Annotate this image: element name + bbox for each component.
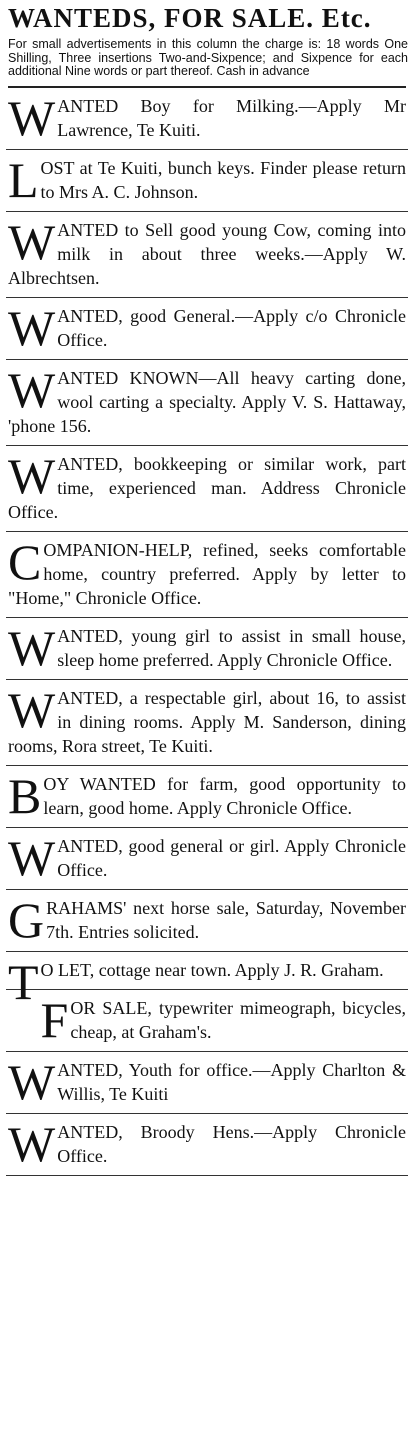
ad-text — [8, 953, 406, 1010]
ads-list — [6, 88, 408, 1176]
ad-body: ANTED, a respectable girl, about 16, to assist in dining rooms. Apply M. Sanderson, dining rooms, Rora street, Te Kuiti. — [8, 687, 406, 756]
ad-body: ANTED, Broody Hens.—Apply Chronicle Office. — [57, 1121, 406, 1166]
ad-body: ANTED, good general or girl. Apply Chronicle Office. — [57, 835, 406, 880]
drop-initial: T — [8, 953, 39, 1010]
classified-ad — [6, 150, 408, 212]
drop-initial: L — [8, 151, 39, 208]
classified-ad — [6, 298, 408, 360]
drop-initial: W — [8, 447, 56, 504]
classified-ad — [6, 212, 408, 298]
drop-initial: W — [8, 213, 56, 270]
ad-body: O LET, cottage near town. Apply J. R. Graham. — [40, 959, 384, 980]
classified-ad — [6, 990, 408, 1052]
ad-body: OY WANTED for farm, good opportunity to learn, good home. Apply Chronicle Office. — [43, 773, 406, 818]
ad-text — [8, 89, 406, 146]
ad-body: ANTED, bookkeeping or similar work, part time, experienced man. Address Chronicle Office. — [8, 453, 406, 522]
drop-initial: F — [40, 991, 69, 1048]
ad-text — [8, 447, 406, 524]
rates-note: For small advertisements in this column the charge is: 18 words One Shilling, Three insertions Two-and-Sixpence; and Sixpence for each additional Nine words or part thereof. Cash in advance — [8, 37, 408, 78]
ad-text — [8, 681, 406, 758]
classified-ad — [6, 88, 408, 150]
ad-text — [8, 891, 406, 948]
ad-body: ANTED, good General.—Apply c/o Chronicle Office. — [57, 305, 406, 350]
ad-body: OMPANION-HELP, refined, seeks comfortable home, country preferred. Apply by letter to "Home," Chronicle Office. — [8, 539, 406, 608]
drop-initial: C — [8, 533, 42, 590]
drop-initial: W — [8, 1115, 56, 1172]
column-heading: WANTEDS, FOR SALE. Etc. — [8, 3, 372, 33]
ad-body: ANTED Boy for Milking.—Apply Mr Lawrence, Te Kuiti. — [57, 95, 406, 140]
drop-initial: W — [8, 361, 56, 418]
drop-initial: W — [8, 89, 56, 146]
ad-text — [8, 213, 406, 290]
classifieds-column — [0, 2, 414, 1452]
drop-initial: B — [8, 767, 42, 824]
classified-ad — [6, 1114, 408, 1176]
ad-body: RAHAMS' next horse sale, Saturday, November 7th. Entries solicited. — [46, 897, 406, 942]
ad-text — [8, 533, 406, 610]
classified-ad — [6, 766, 408, 828]
ad-body: OST at Te Kuiti, bunch keys. Finder please return to Mrs A. C. Johnson. — [40, 157, 406, 202]
classified-ad — [6, 532, 408, 618]
ad-body: ANTED to Sell good young Cow, coming into milk in about three weeks.—Apply W. Albrechtsen. — [8, 219, 406, 288]
classified-ad — [6, 680, 408, 766]
drop-initial: W — [8, 829, 56, 886]
ad-body: ANTED KNOWN—All heavy carting done, wool carting a specialty. Apply V. S. Hattaway, 'phone 156. — [8, 367, 406, 436]
classified-ad — [6, 1052, 408, 1114]
ad-text — [8, 991, 406, 1048]
drop-initial: W — [8, 681, 56, 738]
classified-ad — [6, 446, 408, 532]
ad-text — [8, 361, 406, 438]
ad-text — [8, 619, 406, 676]
classified-ad — [6, 618, 408, 680]
classified-ad — [6, 952, 408, 1010]
ad-body: OR SALE, typewriter mimeograph, bicycles, cheap, at Graham's. — [70, 997, 406, 1042]
classified-ad — [6, 360, 408, 446]
drop-initial: W — [8, 619, 56, 676]
ad-body: ANTED, young girl to assist in small house, sleep home preferred. Apply Chronicle Office. — [57, 625, 406, 670]
ad-text — [8, 767, 406, 824]
classified-ad — [6, 890, 408, 952]
classified-ad — [6, 828, 408, 890]
drop-initial: G — [8, 891, 45, 948]
drop-initial: W — [8, 299, 56, 356]
drop-initial: W — [8, 1053, 56, 1110]
ad-body: ANTED, Youth for office.—Apply Charlton & Willis, Te Kuiti — [57, 1059, 406, 1104]
ad-text — [8, 1053, 406, 1110]
ad-text — [8, 151, 406, 208]
ad-text — [8, 1115, 406, 1172]
ad-text — [8, 299, 406, 356]
ad-text — [8, 829, 406, 886]
